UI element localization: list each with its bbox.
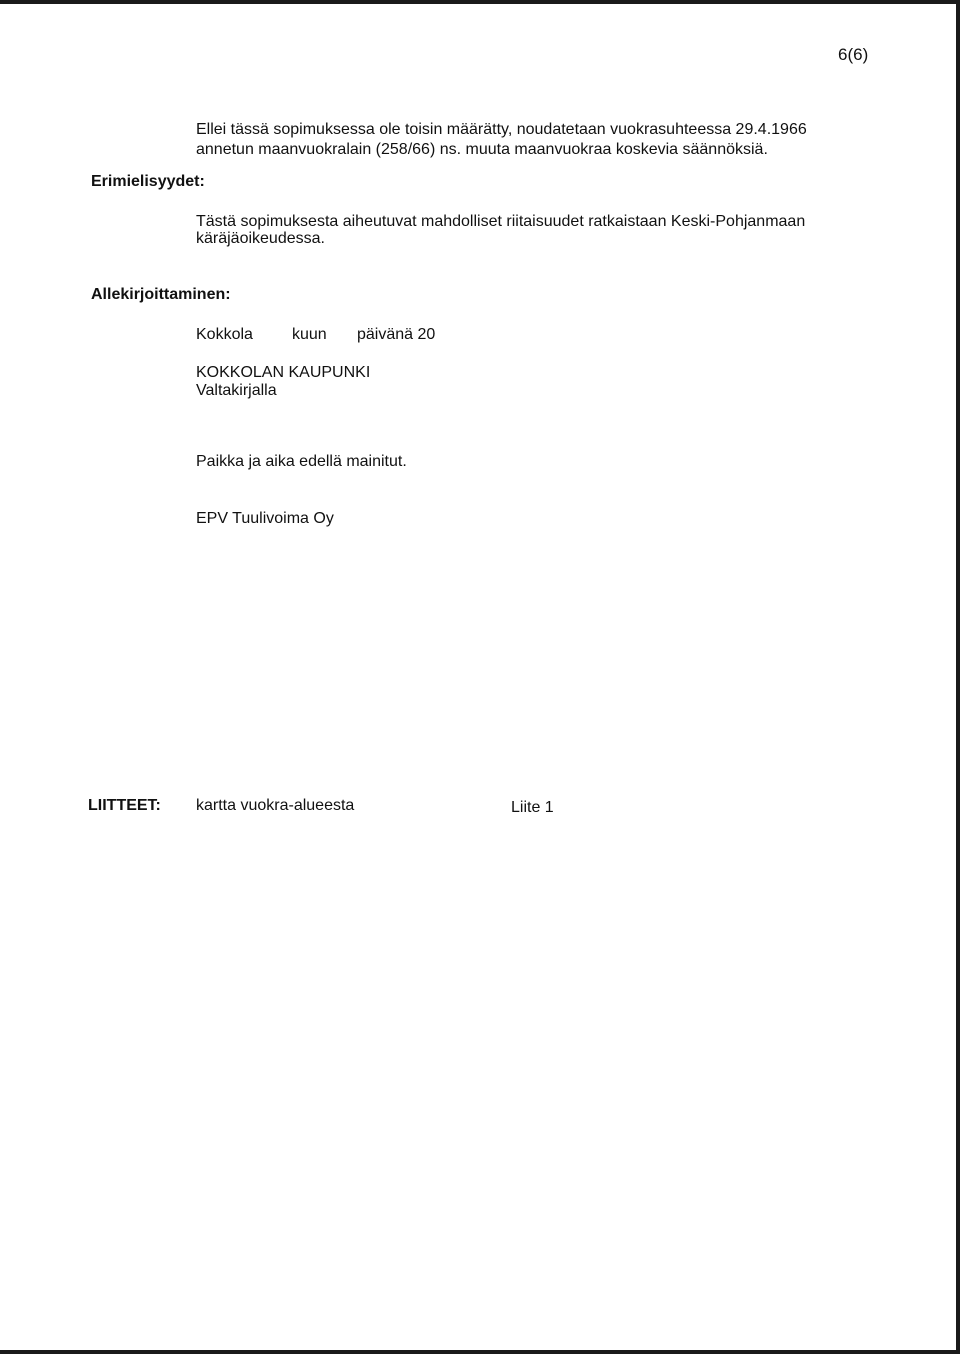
party2-name: EPV Tuulivoima Oy [196, 510, 334, 527]
attachments-heading: LIITTEET: [88, 797, 161, 814]
scan-border-right [956, 0, 960, 1354]
place-time-note: Paikka ja aika edellä mainitut. [196, 453, 407, 470]
signing-place: Kokkola [196, 326, 253, 343]
signing-heading: Allekirjoittaminen: [91, 286, 231, 303]
signing-day-year: päivänä 20 [357, 326, 436, 343]
page-number: 6(6) [838, 45, 869, 64]
attachment-reference: Liite 1 [511, 799, 554, 816]
disputes-line-1: Tästä sopimuksesta aiheutuvat mahdolliset riitaisuudet ratkaistaan Keski-Pohjanmaan [196, 213, 806, 230]
party1-name: KOKKOLAN KAUPUNKI [196, 364, 371, 381]
scan-border-bottom [0, 1350, 960, 1354]
attachment-description: kartta vuokra-alueesta [196, 797, 355, 814]
party1-authority: Valtakirjalla [196, 382, 277, 399]
disputes-line-2: käräjäoikeudessa. [196, 230, 325, 247]
signing-month: kuun [292, 326, 327, 343]
disputes-heading: Erimielisyydet: [91, 173, 205, 190]
scan-border-top [0, 0, 960, 4]
intro-line-1: Ellei tässä sopimuksessa ole toisin määrätty, noudatetaan vuokrasuhteessa 29.4.1966 [196, 121, 807, 138]
intro-line-2: annetun maanvuokralain (258/66) ns. muuta maanvuokraa koskevia säännöksiä. [196, 141, 768, 158]
